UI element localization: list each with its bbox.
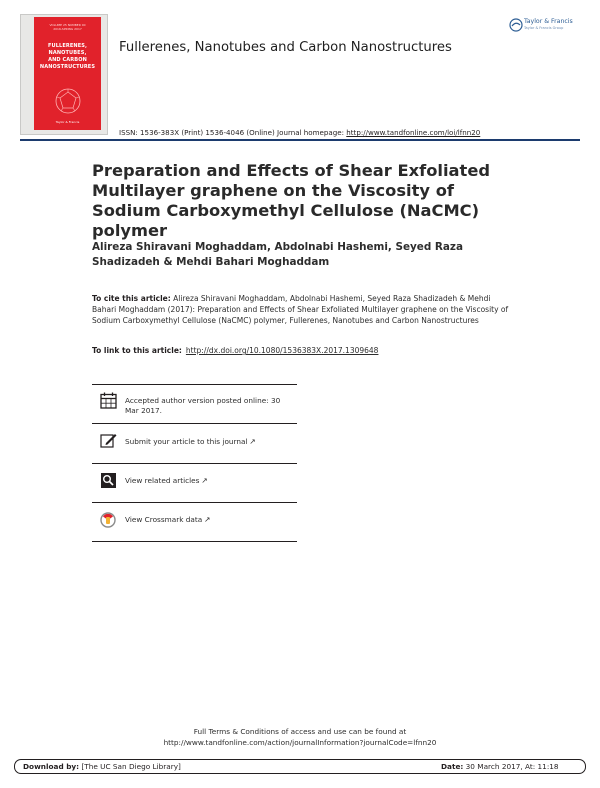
external-link-icon: ↗: [201, 476, 208, 485]
issn-line: [119, 128, 480, 137]
edit-icon: [100, 433, 117, 448]
cover-issue-text: VOLUME 25 NUMBER 00 2016-SPRING 2017: [49, 23, 86, 31]
terms-notice: [0, 726, 600, 748]
cover-title-line: NANOSTRUCTURES: [39, 64, 96, 70]
related-articles-item[interactable]: [92, 464, 297, 502]
accepted-version-item: [92, 385, 297, 423]
download-info-bar: [14, 759, 586, 774]
article-title: Preparation and Effects of Shear Exfoliated Multilayer graphene on the Viscosity of Sodium Carboxymethyl Cellulose (NaCMC) polymer: [92, 161, 491, 240]
publisher-logo-icon: [509, 18, 523, 32]
publisher-logo-name: Taylor & Francis: [524, 18, 573, 25]
journal-homepage-link[interactable]: http://www.tandfonline.com/loi/lfnn20: [346, 128, 481, 137]
journal-title: Fullerenes, Nanotubes and Carbon Nanostructures: [119, 40, 452, 55]
crossmark-label: View Crossmark data: [125, 515, 203, 524]
publisher-logo-sub: Taylor & Francis Group: [524, 26, 564, 30]
article-authors: Alireza Shiravani Moghaddam, Abdolnabi Hashemi, Seyed Raza Shadizadeh & Mehdi Bahari Moghaddam: [92, 241, 463, 268]
cover-title-line: NANOTUBES,: [48, 50, 87, 56]
cover-title-line: AND CARBON: [48, 57, 87, 63]
article-actions: [92, 384, 297, 542]
downloaded-by: [23, 762, 181, 771]
journal-cover-panel: [34, 17, 101, 130]
related-articles-label: View related articles: [125, 476, 200, 485]
accepted-version-text: Accepted author version posted online: 30 Mar 2017.: [125, 396, 281, 415]
issn-text: ISSN: 1536-383X (Print) 1536-4046 (Online) Journal homepage:: [119, 128, 347, 137]
terms-line: Full Terms & Conditions of access and use can be found at: [193, 727, 407, 736]
cover-title-line: FULLERENES,: [48, 43, 87, 49]
download-date-value: 30 March 2017, At: 11:18: [463, 762, 559, 771]
related-articles-link[interactable]: [125, 476, 295, 486]
download-date-label: Date:: [441, 762, 464, 771]
submit-article-label: Submit your article to this journal: [125, 437, 248, 446]
external-link-icon: ↗: [249, 437, 256, 446]
header-rule: [20, 139, 580, 141]
crossmark-link[interactable]: [125, 515, 295, 525]
fullerene-icon: [54, 87, 82, 115]
doi-link[interactable]: http://dx.doi.org/10.1080/1536383X.2017.1309648: [185, 346, 379, 355]
publisher-logo: [509, 16, 589, 36]
crossmark-item[interactable]: [92, 503, 297, 541]
citation: [92, 293, 512, 326]
citation-text: Alireza Shiravani Moghaddam, Abdolnabi Hashemi, Seyed Raza Shadizadeh & Mehdi Bahari Moghaddam (2017): Preparation and Effects of Shear Exfoliated Multilayer graphene on the Viscosity of Sodium Carboxymethyl Cellulose (NaCMC) polymer, Fullerenes, Nanotubes and Carbon Nanostructures: [92, 294, 509, 325]
crossmark-icon: [100, 512, 116, 528]
journal-cover: [20, 14, 108, 135]
external-link-icon: ↗: [204, 515, 211, 524]
article-link-label: To link to this article:: [92, 346, 182, 355]
submit-article-link[interactable]: [125, 437, 295, 447]
submit-article-item[interactable]: [92, 424, 297, 463]
divider: [92, 541, 297, 542]
article-link: [92, 345, 378, 356]
terms-url[interactable]: http://www.tandfonline.com/action/journalInformation?journalCode=lfnn20: [163, 738, 437, 747]
calendar-icon: [100, 392, 117, 409]
cover-publisher: Taylor & Francis: [55, 120, 80, 124]
cover-title: [34, 43, 101, 71]
download-date: [441, 762, 559, 771]
downloaded-by-value: [The UC San Diego Library]: [79, 762, 181, 771]
downloaded-by-label: Download by:: [23, 762, 80, 771]
search-icon: [100, 472, 117, 489]
citation-label: To cite this article:: [92, 294, 171, 303]
